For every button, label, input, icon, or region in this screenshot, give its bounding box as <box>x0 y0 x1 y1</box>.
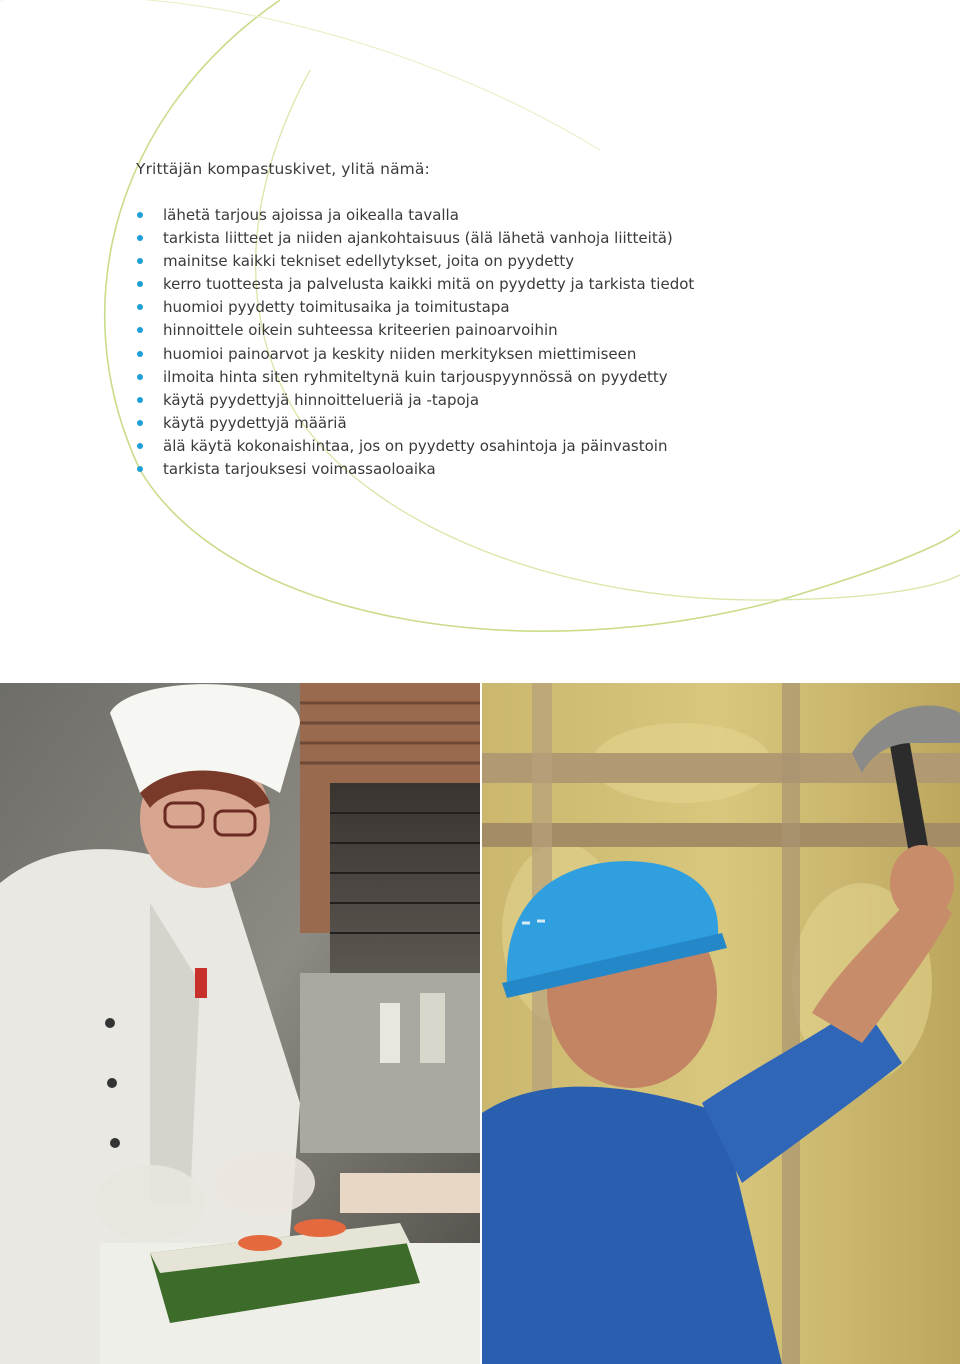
chef-illustration <box>0 683 480 1364</box>
list-item <box>136 296 694 319</box>
bullet-icon <box>137 466 143 472</box>
list-item-text: huomioi pyydetty toimitusaika ja toimitustapa <box>163 298 510 317</box>
bullet-icon <box>137 327 143 333</box>
list-item-text: mainitse kaikki tekniset edellytykset, joita on pyydetty <box>163 252 575 271</box>
list-item <box>136 343 694 366</box>
bullet-icon <box>137 397 143 403</box>
worker-photo <box>482 683 960 1364</box>
list-item-text: tarkista liitteet ja niiden ajankohtaisuus (älä lähetä vanhoja liitteitä) <box>163 229 673 248</box>
list-item-text: lähetä tarjous ajoissa ja oikealla tavalla <box>163 206 459 224</box>
bullet-icon <box>137 235 143 241</box>
list-item <box>136 389 694 412</box>
list-item <box>136 250 694 273</box>
worker-illustration <box>482 683 960 1364</box>
bullet-icon <box>137 420 143 426</box>
bullet-icon <box>137 212 143 218</box>
list-item <box>136 412 694 435</box>
chef-photo <box>0 683 480 1364</box>
bullet-icon <box>137 281 143 287</box>
list-item-text: huomioi painoarvot ja keskity niiden merkityksen miettimiseen <box>163 344 637 363</box>
list-item <box>136 435 694 458</box>
bullet-icon <box>137 304 143 310</box>
list-item-text: tarkista tarjouksesi voimassaoloaika <box>163 460 436 479</box>
list-item <box>136 273 694 296</box>
checklist <box>136 204 694 481</box>
bullet-icon <box>137 351 143 357</box>
decorative-curve-top <box>0 0 600 150</box>
bullet-icon <box>137 374 143 380</box>
list-item-text: hinnoittele oikein suhteessa kriteerien painoarvoihin <box>163 321 558 340</box>
page-heading: Yrittäjän kompastuskivet, ylitä nämä: <box>136 160 430 178</box>
list-item-text: käytä pyydettyjä hinnoittelueriä ja -tapoja <box>163 390 480 409</box>
bullet-icon <box>137 443 143 449</box>
list-item-text: ilmoita hinta siten ryhmiteltynä kuin tarjouspyynnössä on pyydetty <box>163 367 668 386</box>
list-item <box>136 319 694 342</box>
list-item <box>136 458 694 481</box>
list-item-text: älä käytä kokonaishintaa, jos on pyydetty osahintoja ja päinvastoin <box>163 436 668 455</box>
list-item <box>136 204 694 227</box>
list-item-text: käytä pyydettyjä määriä <box>163 413 347 432</box>
list-item <box>136 227 694 250</box>
bullet-icon <box>137 258 143 264</box>
list-item-text: kerro tuotteesta ja palvelusta kaikki mitä on pyydetty ja tarkista tiedot <box>163 275 695 294</box>
list-item <box>136 366 694 389</box>
